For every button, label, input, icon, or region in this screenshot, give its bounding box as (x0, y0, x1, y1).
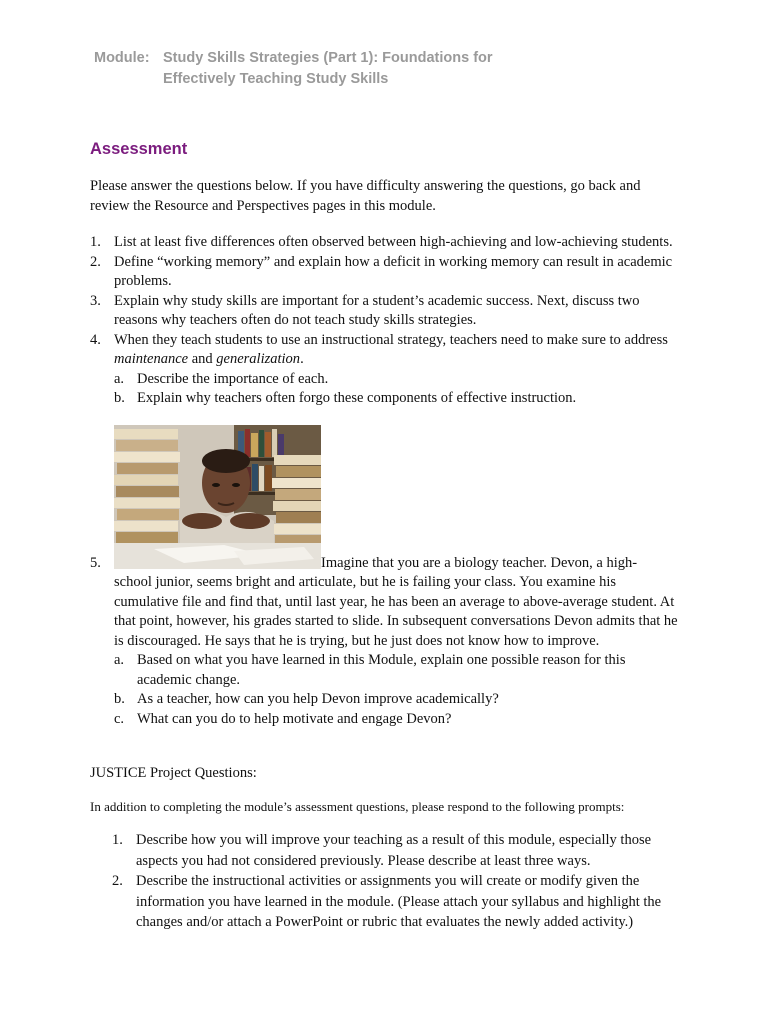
sub-question-label: b. (114, 390, 125, 406)
question-text-continued: school junior, seems bright and articulate, but he is failing your class. You examine his cumulative file and find that, until last year, he has been an average to above-average student. At that point, however, his grades started to slide. In subsequent conversations Devon admits that he is discouraged. He says that he is trying, but he just does not know how to improve. (114, 574, 678, 649)
sub-question-text: Describe the importance of each. (137, 370, 329, 387)
question-1 (90, 233, 680, 253)
justice-item-2 (112, 871, 682, 933)
question-4 (90, 331, 680, 409)
question-number: 1. (90, 234, 101, 250)
justice-title: JUSTICE Project Questions: (90, 765, 257, 781)
sub-question-label: a. (114, 652, 125, 668)
question-number: 3. (90, 292, 101, 309)
question-text: List at least five differences often observed between high-achieving and low-achieving students. (114, 234, 673, 250)
sub-question-5b (90, 690, 680, 710)
justice-item-text: Describe the instructional activities or assignments you will create or modify given the information you have learned in the module. (Please attach your syllabus and highlight the changes and/or attach a PowerPoint or rubric that evaluates the newly added activity.) (136, 873, 662, 930)
question-number: 5. (90, 555, 101, 571)
sub-question-4b (90, 389, 680, 409)
intro-paragraph: Please answer the questions below. If you have difficulty answering the questions, go back and review the Resource and Perspectives pages in this module. (90, 178, 641, 214)
question-text-part: . (300, 351, 304, 367)
page-title: Assessment (90, 140, 188, 158)
question-number: 4. (90, 331, 101, 348)
sub-question-5a (90, 651, 680, 690)
sub-question-label: a. (114, 370, 125, 387)
sub-question-text: Based on what you have learned in this Module, explain one possible reason for this academic change. (137, 652, 626, 688)
module-label: Module: (94, 50, 150, 66)
sub-question-5c (90, 710, 680, 730)
sub-question-text: Explain why teachers often forgo these components of effective instruction. (137, 390, 577, 406)
justice-item-1 (112, 830, 682, 871)
module-title-line2: Effectively Teaching Study Skills (163, 71, 389, 87)
sub-question-label: c. (114, 710, 125, 727)
question-text-part: and (188, 351, 217, 367)
justice-item-number: 2. (112, 873, 123, 889)
question-text: Explain why study skills are important for a student’s academic success. Next, discuss two reasons why teachers often do not teach study skills strategies. (114, 292, 640, 328)
question-2 (90, 253, 680, 292)
sub-question-label: b. (114, 691, 125, 707)
question-text (114, 332, 668, 368)
justice-intro: In addition to completing the module’s assessment questions, please respond to the following prompts: (90, 799, 625, 814)
question-3 (90, 292, 680, 331)
justice-item-text: Describe how you will improve your teaching as a result of this module, especially those aspects you had not considered previously. Please describe at least three ways. (136, 832, 652, 869)
module-title (163, 48, 533, 90)
module-title-line1: Study Skills Strategies (Part 1): Foundations for (163, 50, 493, 66)
question-5 (90, 425, 680, 729)
question-text-first-line: Imagine that you are a biology teacher. Devon, a high- (321, 555, 638, 571)
student-with-books-photo (114, 425, 321, 569)
sub-question-text: As a teacher, how can you help Devon improve academically? (137, 691, 499, 707)
justice-list (112, 830, 682, 933)
question-5-photo-line (90, 425, 680, 573)
emphasis-generalization: generalization (216, 351, 301, 367)
sub-question-text: What can you do to help motivate and engage Devon? (137, 710, 452, 727)
question-list (90, 233, 680, 409)
emphasis-maintenance: maintenance (114, 351, 189, 367)
question-number: 2. (90, 253, 101, 270)
question-text-part: When they teach students to use an instructional strategy, teachers need to make sure to address (114, 331, 668, 348)
question-text: Define “working memory” and explain how a deficit in working memory can result in academic problems. (114, 253, 673, 289)
justice-item-number: 1. (112, 832, 123, 848)
sub-question-4a (90, 370, 680, 390)
